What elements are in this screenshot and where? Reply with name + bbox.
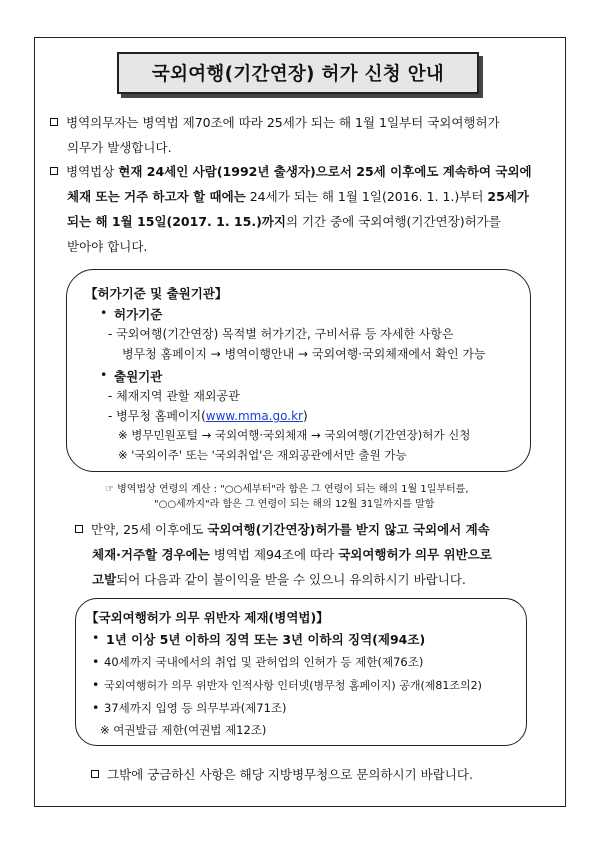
criteria-line-1: - 국외여행(기간연장) 목적별 허가기간, 구비서류 등 자세한 사항은 — [108, 327, 454, 341]
bullet-dot-icon: • — [92, 700, 100, 715]
age-note-line-2: "○○세까지"라 함은 그 연령이 되는 해의 12월 31일까지를 말함 — [154, 499, 435, 510]
office-title: 출원기관 — [114, 369, 163, 384]
criteria-line-2: 병무청 홈페이지 → 병역이행안내 → 국외여행·국외체재에서 확인 가능 — [122, 347, 486, 361]
office-note-1: ※ 병무민원포털 → 국외여행·국외체재 → 국외여행(기간연장)허가 신청 — [118, 428, 471, 442]
paragraph-violation: 만약, 25세 이후에도 국외여행(기간연장)허가를 받지 않고 국외에서 계속 체재·거주할 경우에는 병역법 제94조에 따라 국외여행허가 의무 위반으로 고발되어 다음과 같이 불이익을 받을 수 있으니 유의하시기 바랍니다. — [75, 517, 545, 592]
sanction-item-2: 40세까지 국내에서의 취업 및 관허업의 인허가 등 제한(제76조) — [104, 655, 424, 669]
footer-contact: 그밖에 궁금하신 사항은 해당 지방병무청으로 문의하시기 바랍니다. — [91, 765, 473, 783]
page-title: 국외여행(기간연장) 허가 신청 안내 — [117, 52, 479, 94]
bullet-dot-icon: • — [100, 367, 108, 382]
paragraph-current-age: 병역법상 현재 24세인 사람(1992년 출생자)으로서 25세 이후에도 계속하여 국외에 체재 또는 거주 하고자 할 때에는 24세가 되는 해 1월 1일(2016. 1. 1.)부터 25세가 되는 해 1월 15일(2017. 1. 15.)까지의 기간 중에 국외여행(기간연장)허가를 받아야 합니다. — [50, 159, 558, 259]
sanction-item-3: 국외여행허가 의무 위반자 인적사항 인터넷(병무청 홈페이지) 공개(제81조의2) — [104, 679, 482, 692]
checkbox-bullet-icon — [50, 167, 58, 175]
box1-header: 【허가기준 및 출원기관】 — [85, 286, 228, 301]
sanction-item-4: 37세까지 입영 등 의무부과(제71조) — [104, 701, 287, 715]
mma-website-link[interactable]: www.mma.go.kr — [205, 409, 303, 423]
box2-header: 【국외여행허가 의무 위반자 제재(병역법)】 — [86, 610, 329, 625]
paragraph-obligation: 병역의무자는 병역법 제70조에 따라 25세가 되는 해 1월 1일부터 국외여행허가 의무가 발생합니다. — [50, 110, 558, 160]
age-note-line-1: ☞ 병역법상 연령의 계산 : "○○세부터"라 함은 그 연령이 되는 해의 1월 1일부터를, — [105, 484, 469, 495]
bullet-dot-icon: • — [92, 654, 100, 669]
sanction-item-1: 1년 이상 5년 이하의 징역 또는 3년 이하의 징역(제94조) — [106, 632, 426, 647]
sanction-item-5: ※ 여권발급 제한(여권법 제12조) — [100, 723, 267, 737]
bullet-dot-icon: • — [92, 630, 100, 645]
office-note-2: ※ '국외이주' 또는 '국외취업'은 재외공관에서만 출원 가능 — [118, 448, 407, 462]
title-banner — [117, 52, 483, 98]
checkbox-bullet-icon — [50, 118, 58, 126]
bullet-dot-icon: • — [92, 677, 100, 692]
checkbox-bullet-icon — [75, 525, 83, 533]
office-line-2: - 병무청 홈페이지(www.mma.go.kr) — [108, 409, 308, 423]
office-line-1: - 체재지역 관할 재외공관 — [108, 389, 240, 403]
bullet-dot-icon: • — [100, 305, 108, 320]
criteria-title: 허가기준 — [114, 307, 163, 322]
checkbox-bullet-icon — [91, 770, 99, 778]
